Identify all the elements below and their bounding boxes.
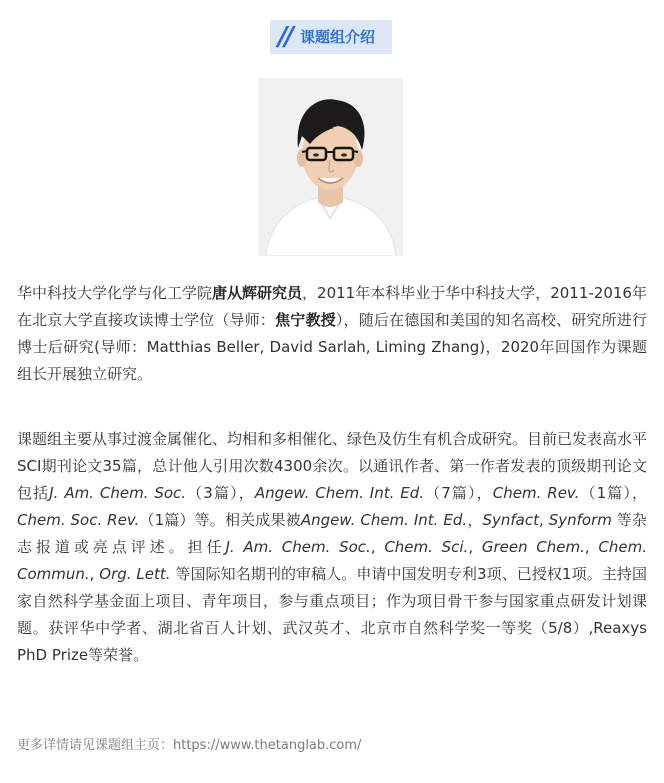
journal-name: J. Am. Chem. Soc. — [225, 538, 371, 556]
research-text: （1篇）等。相关成果被 — [139, 511, 301, 529]
research-text: （7篇）， — [424, 484, 493, 502]
slash-mark-icon: // — [278, 22, 291, 52]
bio-text-1: 华中科技大学化学与化工学院 — [17, 284, 213, 302]
bio-paragraph — [17, 280, 647, 388]
section-title: 课题组介绍 — [300, 28, 376, 46]
research-text: （1篇）， — [579, 484, 648, 502]
journal-name: Synfact — [482, 511, 540, 529]
portrait-photo — [258, 78, 403, 256]
journal-name: Synform — [548, 511, 612, 529]
research-text: ， — [467, 511, 483, 529]
research-text: , — [89, 565, 100, 583]
research-text: （3篇）， — [186, 484, 255, 502]
research-text: 课题组主要从事过渡金属催化、均相和多相催化、绿色及仿生有机合成研究。目前已发表高水平SCI期刊论文35篇，总计他人引用次数4300余次。以通讯作者、第一作者发表的顶级期刊论文包括 — [17, 430, 648, 502]
bio-text-3: ），随后在德国和美国的知名高校、研究所进行博士后研究(导师：Matthias Beller, David Sarlah, Liming Zhang)，2020年回国作为课题组长开展独立研究。 — [17, 311, 647, 383]
journal-name: Org. Lett. — [99, 565, 171, 583]
research-text: , — [468, 538, 482, 556]
bio-name-title: 唐从辉研究员 — [212, 284, 303, 302]
journal-name: Chem. Rev. — [492, 484, 580, 502]
journal-name: Angew. Chem. Int. Ed. — [254, 484, 425, 502]
journal-name: Chem. Sci. — [384, 538, 469, 556]
research-text: , — [539, 511, 549, 529]
research-text: 等杂志报道或亮点评述。担任 — [17, 511, 647, 556]
research-text: 等国际知名期刊的审稿人。申请中国发明专利3项、已授权1项。主持国家自然科学基金面上项目、青年项目，参与重点项目；作为项目骨干参与国家重点研发计划课题。获评华中学者、湖北省百人计划、武汉英才、北京市自然科学奖一等奖（5/8）,Reaxys PhD Prize等荣誉。 — [17, 565, 647, 664]
journal-name: Angew. Chem. Int. Ed. — [300, 511, 468, 529]
research-text: , — [370, 538, 385, 556]
research-text: , — [584, 538, 599, 556]
journal-name: Chem. Commun. — [17, 538, 647, 583]
journal-name: J. Am. Chem. Soc. — [49, 484, 187, 502]
bio-advisor: 焦宁教授 — [275, 311, 336, 329]
lab-homepage-link[interactable]: 更多详情请见课题组主页：https://www.thetanglab.com/ — [17, 738, 362, 753]
research-paragraph — [17, 426, 647, 669]
section-header — [270, 20, 392, 54]
bio-text-2: ，2011年本科毕业于华中科技大学，2011-2016年在北京大学直接攻读博士学位（导师： — [17, 284, 647, 329]
journal-name: Green Chem. — [481, 538, 585, 556]
journal-name: Chem. Soc. Rev. — [17, 511, 140, 529]
